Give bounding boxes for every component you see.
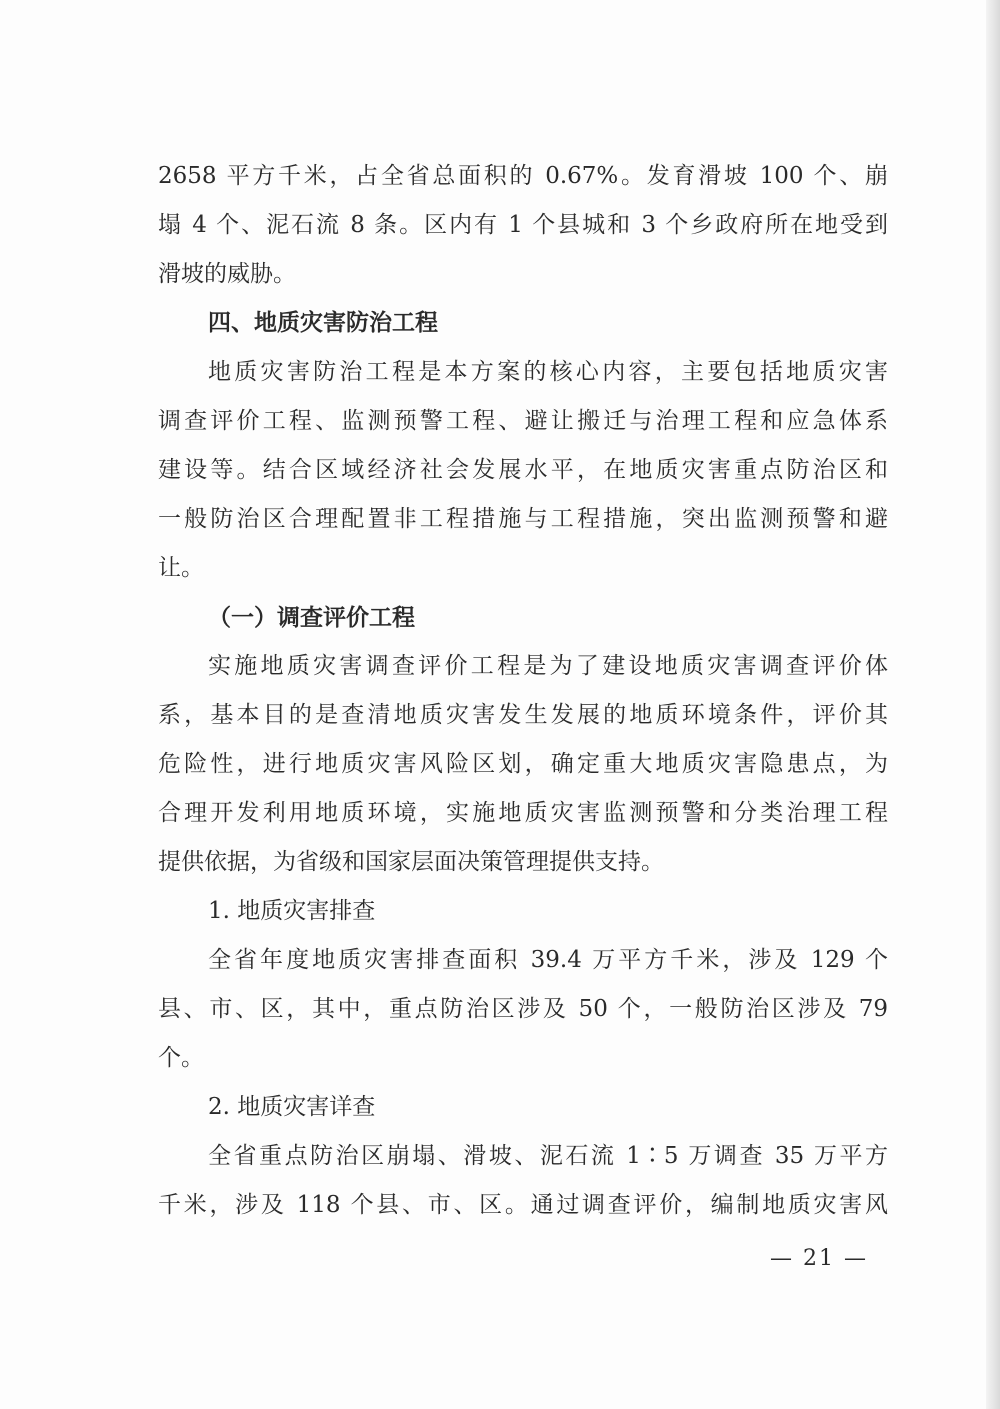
paragraph-line: 一般防治区合理配置非工程措施与工程措施，突出监测预警和避 [158, 506, 888, 532]
paragraph-line: 塌 4 个、泥石流 8 条。区内有 1 个县城和 3 个乡政府所在地受到 [158, 212, 888, 238]
paragraph-line: 县、市、区，其中，重点防治区涉及 50 个，一般防治区涉及 79 [158, 996, 888, 1022]
paragraph-line: 实施地质灾害调查评价工程是为了建设地质灾害调查评价体 [208, 653, 888, 679]
paragraph-line: 千米，涉及 118 个县、市、区。通过调查评价，编制地质灾害风 [158, 1192, 888, 1218]
page-number: — 21 — [770, 1246, 868, 1271]
paragraph-line: 系，基本目的是查清地质灾害发生发展的地质环境条件，评价其 [158, 702, 888, 728]
scan-edge-shadow [986, 0, 1000, 1409]
item-heading: 1. 地质灾害排查 [208, 898, 376, 924]
section-heading: 四、地质灾害防治工程 [208, 310, 438, 336]
paragraph-line: 让。 [158, 555, 204, 581]
subsection-heading: （一）调查评价工程 [208, 604, 415, 631]
paragraph-line: 危险性，进行地质灾害风险区划，确定重大地质灾害隐患点，为 [158, 751, 888, 777]
paragraph-line: 合理开发利用地质环境，实施地质灾害监测预警和分类治理工程 [158, 800, 888, 826]
paragraph-line: 提供依据，为省级和国家层面决策管理提供支持。 [158, 849, 664, 875]
item-heading: 2. 地质灾害详查 [208, 1094, 376, 1120]
paragraph-line: 地质灾害防治工程是本方案的核心内容，主要包括地质灾害 [208, 359, 888, 385]
paragraph-line: 滑坡的威胁。 [158, 261, 296, 287]
paragraph-line: 个。 [158, 1045, 204, 1071]
paragraph-line: 全省重点防治区崩塌、滑坡、泥石流 1∶5 万调查 35 万平方 [208, 1143, 888, 1169]
paragraph-line: 全省年度地质灾害排查面积 39.4 万平方千米，涉及 129 个 [208, 947, 888, 973]
paragraph-line: 调查评价工程、监测预警工程、避让搬迁与治理工程和应急体系 [158, 408, 888, 434]
body-text [158, 152, 888, 1230]
paragraph-line: 2658 平方千米，占全省总面积的 0.67%。发育滑坡 100 个、崩 [158, 163, 888, 189]
paragraph-line: 建设等。结合区域经济社会发展水平，在地质灾害重点防治区和 [158, 457, 888, 483]
